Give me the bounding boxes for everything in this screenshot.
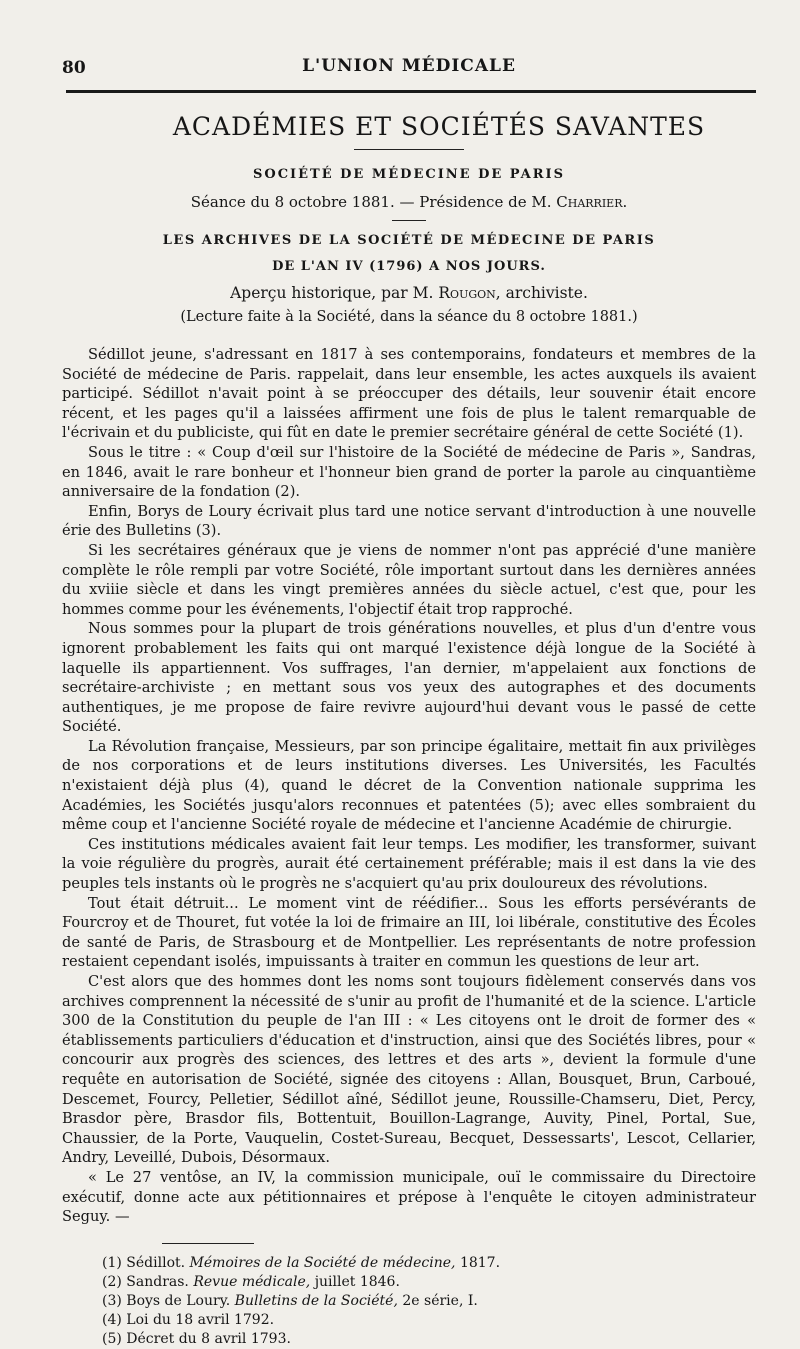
footnote xyxy=(102,1254,756,1273)
header-rule xyxy=(66,90,756,93)
lecture-note: (Lecture faite à la Société, dans la séance du 8 octobre 1881.) xyxy=(180,309,638,325)
title-divider xyxy=(354,149,464,150)
overview-post: , archiviste. xyxy=(495,284,588,302)
paragraph: La Révolution française, Messieurs, par son principe égalitaire, mettait fin aux privilèges de nos corporations et de leurs institutions diverses. Les Universités, les Facultés n'existaient déjà plus (4), quand le décret de la Convention nationale supprima les Académies, les Sociétés jusqu'alors reconnues et patentées (5); avec elles sombraient du même coup et l'ancienne Société royale de médecine et l'ancienne Académie de chirurgie. xyxy=(62,737,756,834)
footnote xyxy=(102,1330,756,1349)
footnote xyxy=(102,1292,756,1311)
footnote-detail: juillet 1846. xyxy=(314,1273,400,1290)
paragraph: Sédillot jeune, s'adressant en 1817 à ses contemporains, fondateurs et membres de la Société de médecine de Paris. rappelait, dans leur ensemble, les actes auxquels ils avaient participé. Sédillot n'avait point à se préoccuper des détails, leur souvenir était encore récent, et les pages qu'il a laissées affirment une fois de plus le talent remarquable de l'écrivain et du publiciste, qui fût en date le premier secrétaire général de cette Société (1). xyxy=(62,346,756,442)
paragraph: Enfin, Borys de Loury écrivait plus tard une notice servant d'introduction à une nouvelle érie des Bulletins (3). xyxy=(62,502,756,540)
footnote-number: (3) xyxy=(102,1292,122,1309)
article-title: LES ARCHIVES DE LA SOCIÉTÉ DE MÉDECINE DE PARIS xyxy=(162,233,656,248)
seance-divider xyxy=(392,220,426,221)
footnote-number: (2) xyxy=(102,1273,122,1290)
seance-text: Séance du 8 octobre 1881. — Présidence de M. xyxy=(190,193,552,211)
footnote-author: Sédillot. xyxy=(126,1254,186,1271)
article-body xyxy=(62,345,756,1227)
paragraph: Tout était détruit... Le moment vint de réédifier... Sous les efforts persévérants de Fourcroy et de Thouret, fut votée la loi de frimaire an III, loi libérale, constitutive des Écoles de santé de Paris, de Strasbourg et de Montpellier. Les représentants de notre profession restaient cependant isolés, impuissants à traiter en commun les questions de leur art. xyxy=(62,894,756,971)
page-header xyxy=(62,52,756,86)
footnote-text: Loi du 18 avril 1792. xyxy=(126,1311,275,1328)
footnote-number: (5) xyxy=(102,1330,122,1347)
footnote-author: Boys de Loury. xyxy=(126,1292,231,1309)
footnote-author: Sandras. xyxy=(126,1273,189,1290)
footnote-text: Décret du 8 avril 1793. xyxy=(126,1330,291,1347)
paragraph: Nous sommes pour la plupart de trois générations nouvelles, et plus d'un d'entre vous ignorent probablement les faits qui ont marqué l'existence déjà longue de la Société à laquelle ils appartiennent. Vos suffrages, l'an dernier, m'appelaient aux fonctions de secrétaire-archiviste ; en mettant sous vos yeux des autographes et des documents authentiques, je me propose de faire revivre aujourd'hui devant vous le passé de cette Société. xyxy=(62,620,756,736)
footnote-title: Revue médicale, xyxy=(193,1273,311,1290)
footnote-number: (1) xyxy=(102,1254,122,1271)
footnote-title: Bulletins de la Société, xyxy=(234,1292,398,1309)
seance-line xyxy=(62,192,756,212)
footnote-detail: 1817. xyxy=(459,1254,501,1271)
overview-pre: Aperçu historique, par M. xyxy=(230,284,434,302)
footnote-number: (4) xyxy=(102,1311,122,1328)
footnotes xyxy=(102,1254,756,1349)
paragraph: « Le 27 ventôse, an IV, la commission municipale, ouï le commissaire du Directoire exécutif, donne acte aux pétitionnaires et prépose à l'enquête le citoyen administrateur Seguy. — xyxy=(62,1168,756,1226)
paragraph: Ces institutions médicales avaient fait leur temps. Les modifier, les transformer, suivant la voie régulière du progrès, aurait été certainement préférable; mais il est dans la vie des peuples tels instants où le progrès ne s'acquiert qu'au prix douloureux des révolutions. xyxy=(62,835,756,893)
footnote-rule xyxy=(162,1243,254,1244)
article-overview xyxy=(62,283,756,303)
footnote xyxy=(102,1273,756,1292)
society-name: SOCIÉTÉ DE MÉDECINE DE PARIS xyxy=(253,167,565,182)
article-subtitle: DE L'AN IV (1796) A NOS JOURS. xyxy=(272,259,546,274)
paragraph: Sous le titre : « Coup d'œil sur l'histoire de la Société de médecine de Paris », Sandras, en 1846, avait le rare bonheur et l'honneur bien grand de porter la parole au cinquantième anniversaire de la fondation (2). xyxy=(62,443,756,501)
footnote xyxy=(102,1311,756,1330)
paragraph: C'est alors que des hommes dont les noms sont toujours fidèlement conservés dans vos archives comprennent la nécessité de s'unir au profit de l'humanité et de la science. L'article 300 de la Constitution du peuple de l'an III : « Les citoyens ont le droit de former des « établissements particuliers d'éducation et d'instruction, ainsi que des Sociétés libres, pour « concourir aux progrès des sciences, des lettres et des arts », devient la formule d'une requête en autorisation de Société, signée des citoyens : Allan, Bousquet, Brun, Carboué, Descemet, Fourcy, Pelletier, Sédillot aîné, Sédillot jeune, Roussille-Chamseru, Diet, Percy, Brasdor père, Brasdor fils, Bottentuit, Bouillon-Lagrange, Auvity, Pinel, Portal, Sue, Chaussier, de la Porte, Vauquelin, Costet-Sureau, Becquet, Dessessarts', Lescot, Cellarier, Andry, Leveillé, Dubois, Désormaux. xyxy=(62,973,756,1167)
seance-president: Charrier. xyxy=(556,193,628,211)
section-title: ACADÉMIES ET SOCIÉTÉS SAVANTES xyxy=(172,112,706,141)
page-number: 80 xyxy=(62,58,86,78)
overview-author: Rougon xyxy=(438,284,496,302)
footnote-detail: 2e série, I. xyxy=(402,1292,478,1309)
footnote-title: Mémoires de la Société de médecine, xyxy=(189,1254,456,1271)
paragraph: Si les secrétaires généraux que je viens de nommer n'ont pas apprécié d'une manière complète le rôle rempli par votre Société, rôle important surtout dans les dernières années du xviiie siècle et dans les vingt premières années du siècle actuel, c'est que, pour les hommes comme pour les événements, l'objectif était trop rapproché. xyxy=(62,541,756,618)
running-head: L'UNION MÉDICALE xyxy=(302,56,516,76)
